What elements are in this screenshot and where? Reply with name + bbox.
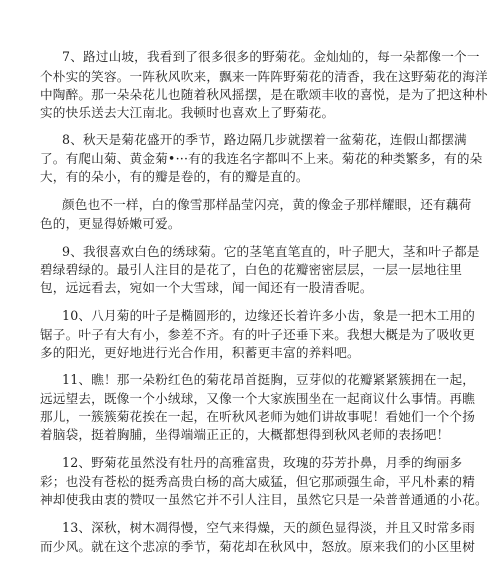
- text-line: 锯子。叶子有大有小，参差不齐。有的叶子还垂下来。我想大概是为了吸收更: [40, 326, 475, 342]
- text-line: 神却使我由衷的赞叹一虽然它并不引人注目，虽然它只是一朵普普通通的小花。: [40, 492, 488, 508]
- text-line: 实的快乐送去大江南北。我顿时也喜欢上了野菊花。: [40, 104, 335, 120]
- text-line: 颜色也不一样，白的像雪那样晶莹闪亮，黄的像金子那样耀眼，还有藕荷: [62, 197, 472, 213]
- text-line: 7、路过山坡，我看到了很多很多的野菊花。金灿灿的，每一朵都像一个一: [62, 48, 480, 64]
- text-line: 11、瞧！那一朵粉红色的菊花昂首挺胸，豆芽似的花瓣紧紧簇拥在一起，: [62, 372, 476, 388]
- text-line: 着脑袋，挺着胸脯，坐得端端正正的，大概都想得到秋风老师的表扬吧！: [40, 427, 450, 443]
- text-line: 多的阳光，更好地进行光合作用，积蓄更丰富的养料吧。: [40, 344, 360, 360]
- text-line: 大，有的朵小，有的瓣是卷的，有的瓣是直的。: [40, 168, 309, 184]
- text-line: 10、八月菊的叶子是椭圆形的，边缘还长着许多小齿，象是一把木工用的: [62, 307, 476, 323]
- text-line: 包，远远看去，宛如一个大雪球，闻一闻还有一股清香呢。: [40, 280, 373, 296]
- text-line: 而少风。就在这个悲凉的季节，菊花却在秋风中，怒放。原来我们的小区里树: [40, 538, 475, 554]
- text-line: 色的，更显得娇嫩可爱。: [40, 216, 181, 232]
- text-line: 8、秋天是菊花盛开的季节，路边隔几步就摆着一盆菊花，连假山都摆满: [62, 132, 467, 148]
- text-line: 了。有爬山菊、黄金菊•···有的我连名字都叫不上来。菊花的种类繁多，有的朵: [40, 150, 483, 166]
- text-line: 12、野菊花虽然没有牡丹的高雅富贵，玫瑰的芬芳扑鼻，月季的绚丽多: [62, 455, 463, 471]
- text-line: 13、深秋，树木凋得慢，空气来得燥，天的颜色显得淡，并且又时常多雨: [62, 519, 476, 535]
- text-line: 中陶醉。那一朵朵花儿也随着秋风摇摆，是在歌颂丰收的喜悦，是为了把这种朴: [40, 86, 488, 102]
- text-line: 个朴实的笑容。一阵秋风吹来，飘来一阵阵野菊花的清香，我在这野菊花的海洋: [40, 68, 488, 84]
- text-line: 碧绿碧绿的。最引人注目的是花了，白色的花瓣密密层层，一层一层地往里: [40, 262, 463, 278]
- text-line: 那儿，一簇簇菊花挨在一起，在听秋风老师为她们讲故事呢！看她们一个个扬: [40, 409, 475, 425]
- text-line: 远远望去，既像一个小绒球，又像一个大家族围坐在一起商议什么事情。再瞧: [40, 391, 475, 407]
- text-line: 彩；也没有苍松的挺秀高贵白杨的高大威猛，但它那顽强生命，平凡朴素的精: [40, 474, 475, 490]
- text-line: 9、我很喜欢白色的绣球菊。它的茎笔直笔直的，叶子肥大，茎和叶子都是: [62, 243, 480, 259]
